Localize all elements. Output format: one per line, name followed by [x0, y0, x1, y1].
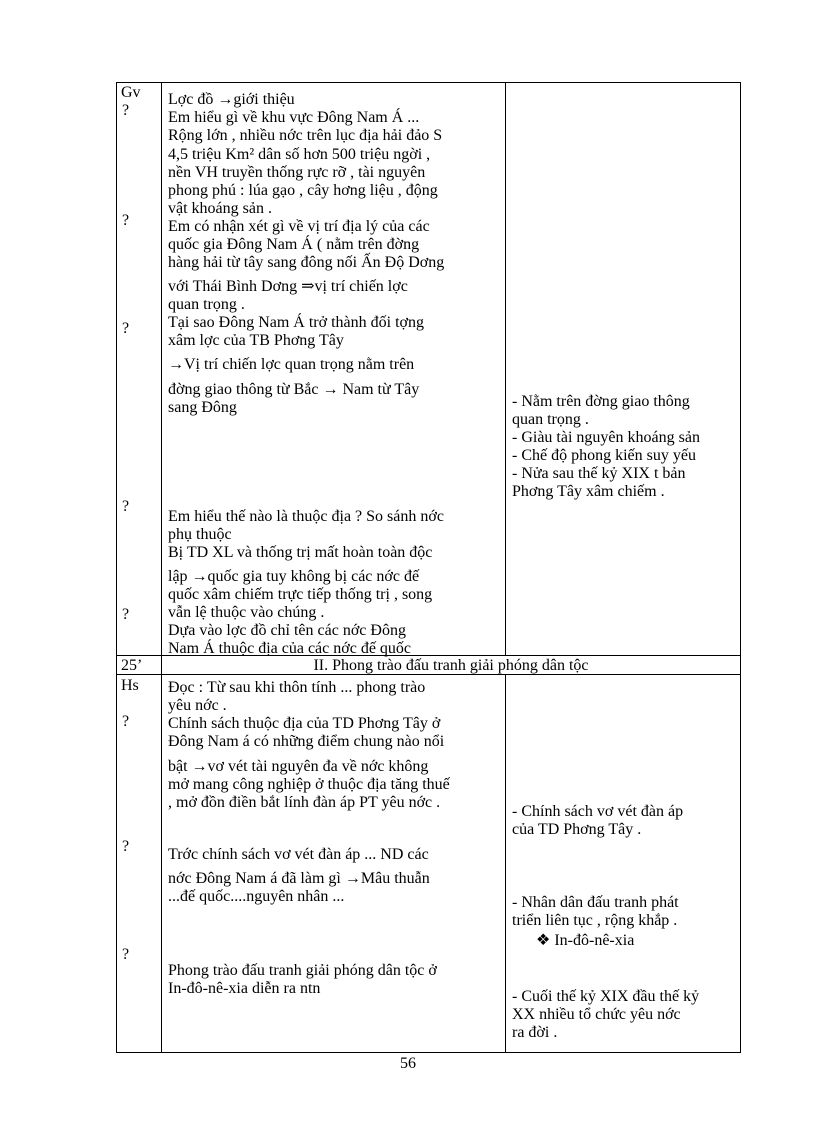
content-line: In-đô-nê-xia diễn ra ntn [168, 980, 321, 997]
content-line: Chính sách thuộc địa của TD Phơng Tây ở [168, 715, 441, 732]
content-line: xâm lợc của TB Phơng Tây [168, 332, 344, 349]
content-line: Nam Á thuộc địa của các nớc đế quốc [168, 640, 412, 657]
content-line: mở mang công nghiệp ở thuộc địa tăng thuế [168, 776, 450, 793]
question-mark: ? [122, 606, 130, 623]
content-line: Bị TD XL và thống trị mất hoàn toàn độc [168, 544, 433, 561]
content-line: bật →vơ vét tài nguyên đa về nớc không [168, 758, 429, 775]
column-divider-2-bottom [505, 674, 506, 1053]
note-line: ra đời . [512, 1024, 558, 1041]
note-line: - Nằm trên đờng giao thông [512, 393, 690, 410]
table-border-left [116, 82, 117, 1053]
content-line: Phong trào đấu tranh giải phóng dân tộc ở [168, 962, 437, 979]
content-line: , mở đồn điền bắt lính đàn áp PT yêu nớc . [168, 794, 441, 811]
content-line: quốc gia Đông Nam Á ( nằm trên đờng [168, 236, 420, 253]
question-mark: ? [122, 320, 130, 337]
content-line: Em có nhận xét gì về vị trí địa lý của các [168, 218, 430, 235]
content-line: phụ thuộc [168, 526, 232, 543]
content-line: nớc Đông Nam á đã làm gì →Mâu thuẫn [168, 870, 430, 887]
content-line: vẫn lệ thuộc vào chúng . [168, 604, 325, 621]
content-line: với Thái Bình Dơng ⇒vị trí chiến lợc [168, 278, 408, 295]
content-line: yêu nớc . [168, 697, 227, 714]
column-divider-2-top [505, 82, 506, 656]
note-line: ❖ In-đô-nê-xia [536, 932, 635, 949]
content-line: Rộng lớn , nhiều nớc trên lục địa hải đảo S [168, 127, 443, 144]
table-border-bottom [116, 1052, 741, 1053]
note-line: - Giàu tài nguyên khoáng sản [512, 429, 700, 446]
role-label-student: Hs [121, 677, 139, 694]
note-line: - Nhân dân đấu tranh phát [512, 894, 679, 911]
note-line: triển liên tục , rộng khắp . [512, 912, 678, 929]
content-line: lập →quốc gia tuy không bị các nớc đế [168, 568, 420, 585]
note-line: XX nhiều tổ chức yêu nớc [512, 1006, 681, 1023]
note-line: - Chính sách vơ vét đàn áp [512, 803, 684, 820]
column-divider-1-top [161, 82, 162, 656]
content-line: Tại sao Đông Nam Á trở thành đối tợng [168, 314, 424, 331]
section-time: 25’ [121, 657, 143, 674]
column-divider-1-bottom [161, 674, 162, 1053]
content-line: sang Đông [168, 399, 237, 416]
content-line: vật khoáng sản . [168, 200, 272, 217]
table-border-right [740, 82, 741, 1053]
content-line: ...đế quốc....nguyên nhân ... [168, 888, 345, 905]
note-line: quan trọng . [512, 411, 589, 428]
content-line: →Vị trí chiến lợc quan trọng nằm trên [168, 356, 415, 373]
content-line: Em hiểu gì về khu vực Đông Nam Á ... [168, 109, 420, 126]
content-line: đờng giao thông từ Bắc → Nam từ Tây [168, 381, 420, 398]
content-line: Trớc chính sách vơ vét đàn áp ... ND các [168, 846, 429, 863]
content-line: quốc xâm chiếm trực tiếp thống trị , song [168, 586, 433, 603]
note-line: - Cuối thế kỷ XIX đầu thế kỷ [512, 988, 700, 1005]
content-line: Đọc : Từ sau khi thôn tính ... phong trào [168, 679, 426, 696]
question-mark: ? [122, 946, 130, 963]
question-mark: ? [122, 713, 130, 730]
content-line: Lợc đồ →giới thiệu [168, 91, 295, 108]
content-line: 4,5 triệu Km² dân số hơn 500 triệu ngời , [168, 146, 431, 163]
content-line: Dựa vào lợc đồ chỉ tên các nớc Đông [168, 622, 406, 639]
question-mark: ? [122, 212, 130, 229]
note-line: - Nửa sau thế kỷ XIX t bản [512, 465, 686, 482]
content-line: Đông Nam á có những điểm chung nào nổi [168, 733, 445, 750]
content-line: phong phú : lúa gạo , cây hơng liệu , động [168, 182, 438, 199]
question-mark: ? [122, 102, 130, 119]
note-line: Phơng Tây xâm chiếm . [512, 483, 665, 500]
note-line: của TD Phơng Tây . [512, 821, 642, 838]
question-mark: ? [122, 498, 130, 515]
table-border-top [116, 82, 741, 83]
content-line: hàng hải từ tây sang đông nối Ấn Độ Dơng [168, 254, 445, 271]
section-title: II. Phong trào đấu tranh giải phóng dân tộc [313, 657, 589, 674]
page-number: 56 [400, 1055, 416, 1072]
note-line: - Chế độ phong kiến suy yếu [512, 447, 696, 464]
role-label-teacher: Gv [121, 84, 141, 101]
content-line: quan trọng . [168, 296, 245, 313]
content-line: nền VH truyền thống rực rỡ , tài nguyên [168, 164, 426, 181]
question-mark: ? [122, 838, 130, 855]
content-line: Em hiểu thế nào là thuộc địa ? So sánh nớc [168, 508, 444, 525]
